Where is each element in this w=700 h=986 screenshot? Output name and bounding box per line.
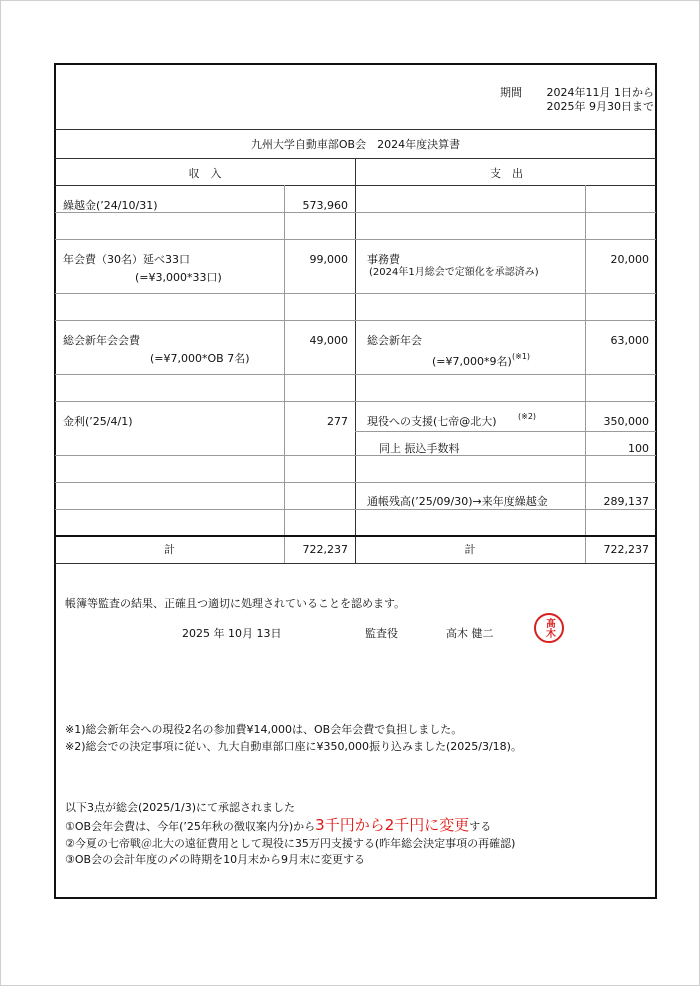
approval-item-3: ③OB会の会計年度の〆の時期を10月末から9月末に変更する <box>65 853 366 866</box>
income-annual-fee-label: 年会費（30名）延べ33口 <box>63 253 190 266</box>
document-title: 九州大学自動車部OB会 2024年度決算書 <box>250 138 461 151</box>
footnote-1: ※1)総会新年会への現役2名の参加費¥14,000は、OB会年会費で負担しました。 <box>65 723 463 736</box>
expense-newyear-mark: (※1) <box>512 352 531 361</box>
grid-line <box>55 212 656 213</box>
total-rule <box>55 535 656 537</box>
rule <box>55 563 656 564</box>
expense-office-amount: 20,000 <box>610 253 649 266</box>
grid-line <box>55 374 656 375</box>
expense-transfer-fee-label: 同上 振込手数料 <box>379 442 460 455</box>
income-newyear-fee-amount: 49,000 <box>309 334 348 347</box>
footnote-2: ※2)総会での決定事項に従い、九大自動車部口座に¥350,000振り込みました(2025/3/18)。 <box>65 740 522 753</box>
grid-line <box>55 482 656 483</box>
approval-item-1-text: ①OB会年会費は、今年(’25年秋の徴収案内分)から <box>65 820 316 833</box>
expense-newyear-amount: 63,000 <box>610 334 649 347</box>
auditor-seal <box>534 613 564 643</box>
expense-total-label: 計 <box>464 543 476 556</box>
approvals-intro: 以下3点が総会(2025/1/3)にて承認されました <box>65 801 295 814</box>
expense-transfer-fee-amount: 100 <box>628 442 649 455</box>
auditor-name: 高木 健二 <box>446 627 494 640</box>
grid-line <box>55 401 656 402</box>
income-header: 収 入 <box>188 167 222 180</box>
rule <box>55 129 656 130</box>
expense-newyear-label: 総会新年会 <box>367 334 422 347</box>
audit-date: 2025 年 10月 13日 <box>182 627 282 640</box>
expense-header: 支 出 <box>490 167 523 180</box>
income-newyear-fee-note: (=¥7,000*OB 7名) <box>150 352 250 365</box>
income-total-amount: 722,237 <box>302 543 348 556</box>
income-carryover-amount: 573,960 <box>302 199 348 212</box>
auditor-role: 監査役 <box>365 627 398 640</box>
income-total-label: 計 <box>164 543 175 556</box>
audit-statement: 帳簿等監査の結果、正確且つ適切に処理されていることを認めます。 <box>65 597 406 610</box>
approval-item-1-highlight: 3千円から2千円に変更 <box>315 816 470 834</box>
income-interest-amount: 277 <box>327 415 348 428</box>
expense-support-label: 現役への支援(七帝@北大) <box>367 415 497 428</box>
grid-line <box>55 239 656 240</box>
grid-line <box>55 293 656 294</box>
period-from: 2024年11月 1日から <box>546 86 654 99</box>
grid-line <box>55 320 656 321</box>
expense-support-amount: 350,000 <box>603 415 649 428</box>
income-annual-fee-amount: 99,000 <box>309 253 348 266</box>
income-carryover-label: 繰越金(’24/10/31) <box>63 199 158 212</box>
expense-balance-label: 通帳残高(’25/09/30)→来年度繰越金 <box>367 495 548 508</box>
approval-item-1 <box>65 816 492 834</box>
table-divider <box>355 158 356 563</box>
seal-text: 髙木 <box>543 618 555 638</box>
grid-line <box>355 431 656 432</box>
grid-line <box>55 509 656 510</box>
grid-line <box>55 455 656 456</box>
expense-office-note: (2024年1月総会で定額化を承認済み) <box>369 267 539 278</box>
income-newyear-fee-label: 総会新年会会費 <box>63 334 140 347</box>
expense-support-mark: (※2) <box>518 412 537 421</box>
income-annual-fee-note: (=¥3,000*33口) <box>135 271 222 284</box>
expense-newyear-note: (=¥7,000*9名) <box>432 355 512 368</box>
approval-item-2: ②今夏の七帝戦＠北大の遠征費用として現役に35万円支援する(昨年総会決定事項の再確認) <box>65 837 516 850</box>
expense-office-label: 事務費 <box>367 253 400 266</box>
expense-balance-amount: 289,137 <box>603 495 649 508</box>
approval-item-1-suffix: する <box>469 820 492 833</box>
period-to: 2025年 9月30日まで <box>546 100 654 113</box>
income-interest-label: 金利(’25/4/1) <box>63 415 133 428</box>
expense-total-amount: 722,237 <box>603 543 649 556</box>
period-label: 期間 <box>500 86 522 99</box>
